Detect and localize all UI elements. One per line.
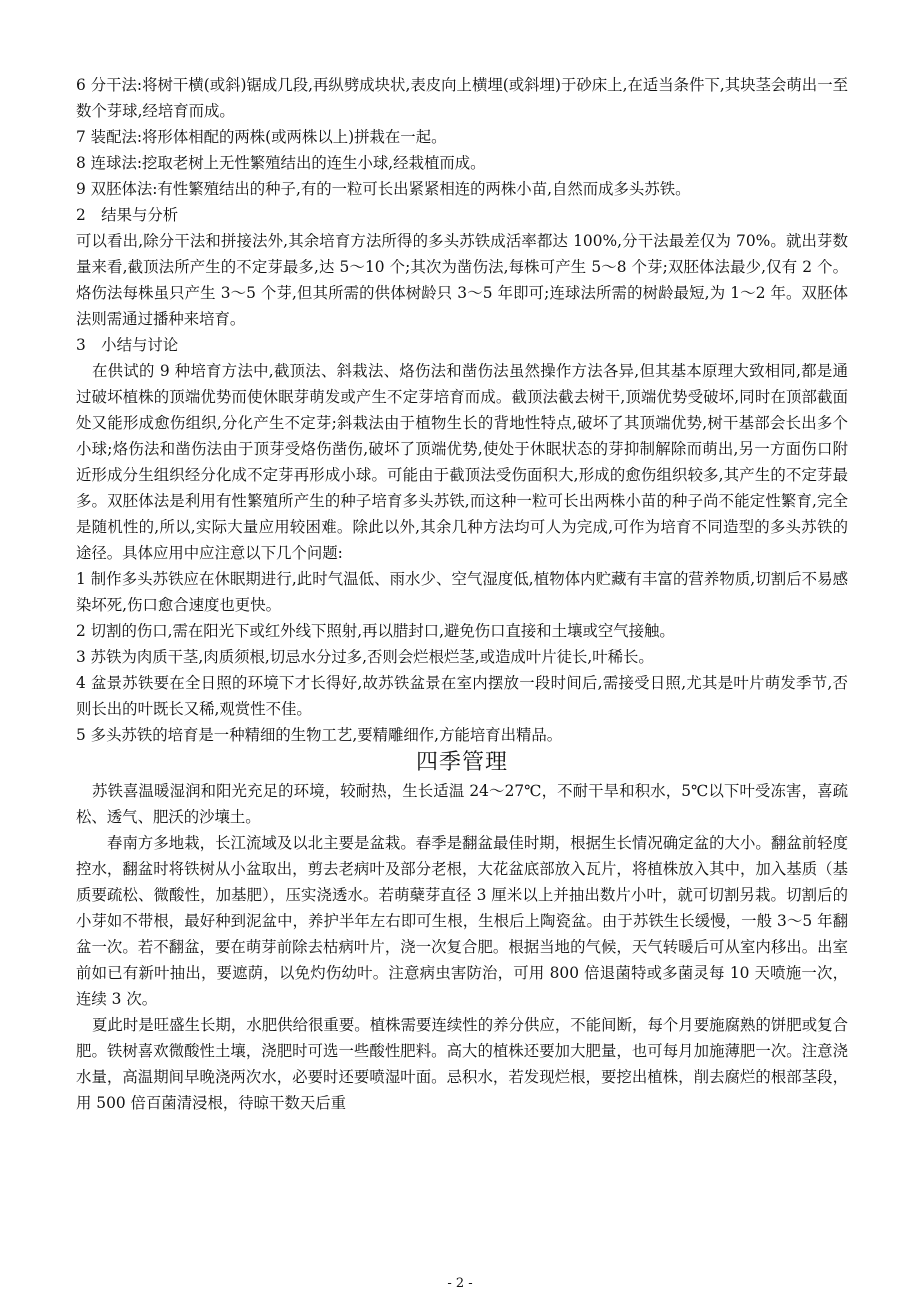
discussion-point-2: 2 切割的伤口,需在阳光下或红外线下照射,再以腊封口,避免伤口直接和土壤或空气接触。 [76,622,675,640]
discussion-heading: 3 小结与讨论 [76,336,179,354]
discussion-point-4: 4 盆景苏铁要在全日照的环境下才长得好,故苏铁盆景在室内摆放一段时间后,需接受日照,尤其是叶片萌发季节,否则长出的叶既长又稀,观赏性不佳。 [76,674,848,718]
section-title: 四季管理 [415,750,508,775]
discussion-paragraph: 在供试的 9 种培育方法中,截顶法、斜栽法、烙伤法和凿伤法虽然操作方法各异,但其基本原理大致相同,都是通过破坏植株的顶端优势而使休眠芽萌发或产生不定芽培育而成。截顶法截去树干,顶端优势受破坏,同时在顶部截面处又能形成愈伤组织,分化产生不定芽;斜栽法由于植物生长的背地性特点,破坏了其顶端优势,树干基部会长出多个小球;烙伤法和凿伤法由于顶芽受烙伤凿伤,破坏了顶端优势,使处于休眠状态的芽抑制解除而萌出,另一方面伤口附近形成分生组织经分化成不定芽再形成小球。可能由于截顶法受伤面积大,形成的愈伤组织较多,其产生的不定芽最多。双胚体法是利用有性繁殖所产生的种子培育多头苏铁,而这种一粒可长出两株小苗的种子尚不能定性繁育,完全是随机性的,所以,实际大量应用较困难。除此以外,其余几种方法均可人为完成,可作为培育不同造型的多头苏铁的途径。具体应用中应注意以下几个问题: [76,362,848,562]
summer-paragraph: 夏此时是旺盛生长期，水肥供给很重要。植株需要连续性的养分供应，不能间断，每个月要施腐熟的饼肥或复合肥。铁树喜欢微酸性土壤，浇肥时可选一些酸性肥料。高大的植株还要加大肥量，也可每月加施薄肥一次。注意浇水量，高温期间早晚浇两次水，必要时还要喷湿叶面。忌积水，若发现烂根，要挖出植株，削去腐烂的根部茎段，用 500 倍百菌清浸根，待晾干数天后重 [76,1016,848,1112]
discussion-point-3: 3 苏铁为肉质干茎,肉质须根,切忌水分过多,否则会烂根烂茎,或造成叶片徒长,叶稀长。 [76,648,654,666]
method-9: 9 双胚体法:有性繁殖结出的种子,有的一粒可长出紧紧相连的两株小苗,自然而成多头苏铁。 [76,180,691,198]
discussion-point-1: 1 制作多头苏铁应在休眠期进行,此时气温低、雨水少、空气湿度低,植物体内贮藏有丰富的营养物质,切割后不易感染坏死,伤口愈合速度也更快。 [76,570,848,614]
method-6: 6 分干法:将树干横(或斜)锯成几段,再纵劈成块状,表皮向上横埋(或斜埋)于砂床上,在适当条件下,其块茎会萌出一至数个芽球,经培育而成。 [76,76,848,120]
discussion-point-5: 5 多头苏铁的培育是一种精细的生物工艺,要精雕细作,方能培育出精品。 [76,726,563,744]
results-paragraph: 可以看出,除分干法和拼接法外,其余培育方法所得的多头苏铁成活率都达 100%,分干法最差仅为 70%。就出芽数量来看,截顶法所产生的不定芽最多,达 5～10 个;其次为凿伤法,每株可产生 5～8 个芽;双胚体法最少,仅有 2 个。烙伤法每株虽只产生 3～5 个芽,但其所需的供体树龄只 3～5 年即可;连球法所需的树龄最短,为 1～2 年。双胚体法则需通过播种来培育。 [76,232,848,328]
seasons-section [76,778,848,1116]
results-heading: 2 结果与分析 [76,206,179,224]
method-7: 7 装配法:将形体相配的两株(或两株以上)拼栽在一起。 [76,128,447,146]
page-number: - 2 - [447,1276,473,1291]
seasons-intro-paragraph: 苏铁喜温暖湿润和阳光充足的环境，较耐热，生长适温 24～27℃，不耐干旱和积水，5℃以下叶受冻害，喜疏松、透气、肥沃的沙壤土。 [76,782,848,826]
document-page [76,72,848,1116]
method-8: 8 连球法:挖取老树上无性繁殖结出的连生小球,经栽植而成。 [76,154,486,172]
spring-paragraph: 春南方多地栽，长江流域及以北主要是盆栽。春季是翻盆最佳时期，根据生长情况确定盆的大小。翻盆前轻度控水，翻盆时将铁树从小盆取出，剪去老病叶及部分老根，大花盆底部放入瓦片，将植株放入其中，加入基质（基质要疏松、微酸性，加基肥），压实浇透水。若萌蘖芽直径 3 厘米以上并抽出数片小叶，就可切割另栽。切割后的小芽如不带根，最好种到泥盆中，养护半年左右即可生根，生根后上陶瓷盆。由于苏铁生长缓慢，一般 3～5 年翻盆一次。若不翻盆，要在萌芽前除去枯病叶片，浇一次复合肥。根据当地的气候，天气转暖后可从室内移出。出室前如已有新叶抽出，要遮荫，以免灼伤幼叶。注意病虫害防治，可用 800 倍退菌特或多菌灵每 10 天喷施一次，连续 3 次。 [76,834,848,1008]
